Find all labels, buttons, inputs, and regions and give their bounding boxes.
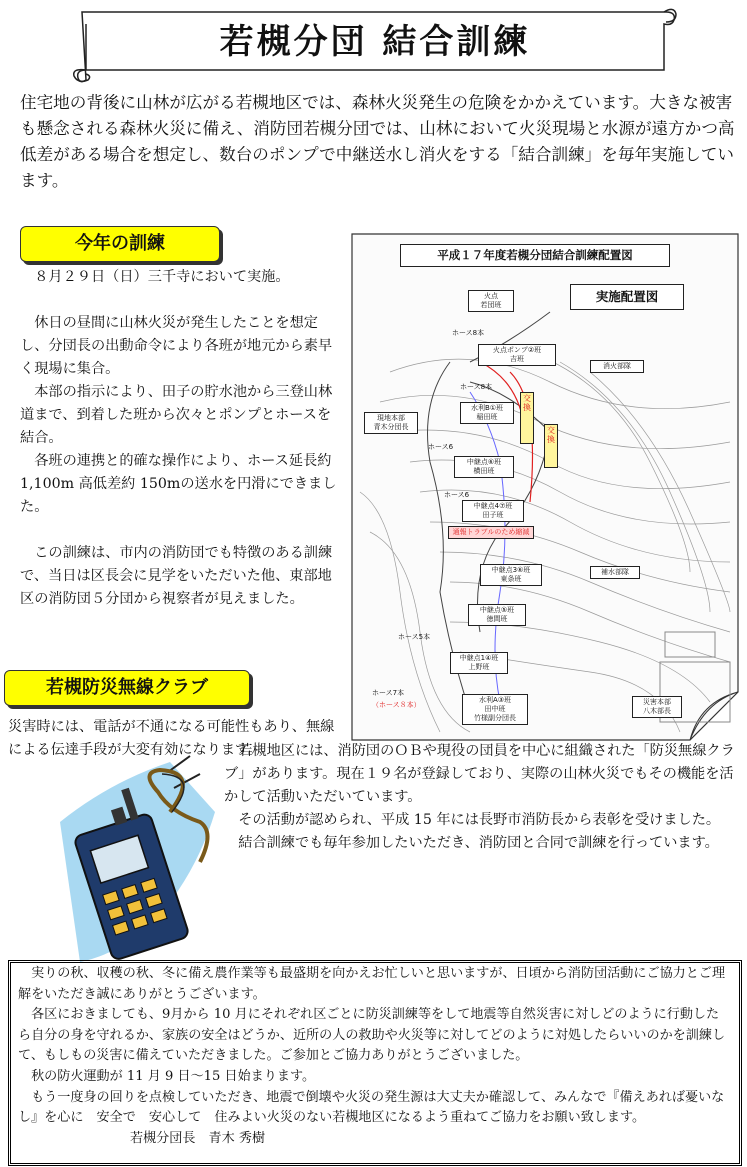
map-label-supply: 補水部隊 xyxy=(590,566,640,579)
map-title: 平成１７年度若槻分団結合訓練配置図 xyxy=(400,244,670,267)
intro-paragraph: 住宅地の背後に山林が広がる若槻地区では、森林火災発生の危険をかかえています。大きな被害も懸念される森林火災に備え、消防団若槻分団では、山林において火災現場と水源が遠方かつ高低差がある場合を想定し、数台のポンプで中継送水し消火をする「結合訓練」を毎年実施しています。 xyxy=(20,93,735,190)
map-label-hose: ホース6 xyxy=(444,491,470,499)
training-paragraph: 本部の指示により、田子の貯水池から三登山林道まで、到着した班から次々とポンプとホースを結合。 xyxy=(20,384,333,446)
deployment-map xyxy=(350,232,740,742)
message-paragraph: 秋の防火運動が 11 月 9 日〜15 日始まります。 xyxy=(31,1068,316,1084)
map-label-pump: 火点ポンプ②班 吉班 xyxy=(478,344,556,366)
club-paragraph: 結合訓練でも毎年参加したいただき、消防団と合同で訓練を行っています。 xyxy=(238,835,719,851)
map-label-relay-3-6: 中継点3⑥班 東条班 xyxy=(480,564,542,586)
club-paragraph: 若槻地区には、消防団のＯＢや現役の団員を中心に組織された「防災無線クラブ」があります。現在１９名が登録しており、実際の山林火災でもその機能を活かして活動いただいています。 xyxy=(224,743,735,805)
message-paragraph: 各区におきましても、9月から 10 月にそれぞれ区ごとに防災訓練等をして地震等自然災害に対しどのように行動したら自分の身を守れるか、家族の安全はどうか、近所の人の救助や火災等に対してどのように対処したらいいのかを訓練して、もしもの災害に備えていただきました。ご参加とご協力ありがとうございました。 xyxy=(18,1007,726,1064)
message-text xyxy=(18,964,730,1149)
map-label-hose: ホース8本 xyxy=(452,329,485,337)
map-subtitle: 実施配置図 xyxy=(570,284,684,310)
training-date: ８月２９日（日）三千寺において実施。 xyxy=(34,269,290,285)
map-label-relay-4-7: 中継点4⑦班 田子班 xyxy=(462,500,524,522)
map-label-hq: 現地本部 青木分団長 xyxy=(364,412,418,434)
map-label-exchange: 交換 xyxy=(544,424,558,468)
map-label-trouble: 通報トラブルのため縮減 xyxy=(448,526,534,539)
map-label-relay-5: 中継点⑤班 徳間班 xyxy=(468,604,526,626)
message-last-paragraph: もう一度身の回りを点検していただき、地震で倒壊や火災の発生源は大丈夫か確認して、みんなで『備えあれば憂いなし』を心に 安全で 安心して 住みよい火災のない若槻地区になるよう重ねてご協力をお願い致します。 xyxy=(18,1089,725,1126)
training-paragraph: 各班の連携と的確な操作により、ホース延長約 1,100m 高低差約 150mの送水を円滑にできました。 xyxy=(20,453,337,515)
map-label-relay-6: 中継点⑥班 横田班 xyxy=(454,456,514,478)
map-label-exchange: 交換 xyxy=(520,392,534,444)
map-label-hose: ホース6 xyxy=(428,443,454,451)
training-text xyxy=(20,266,342,611)
map-label-relay-1-4: 中継点1④班 上野班 xyxy=(450,652,508,674)
map-label-hose: ホース5本 xyxy=(398,633,431,641)
club-paragraph: その活動が認められ、平成 15 年には長野市消防長から表彰を受けました。 xyxy=(238,812,721,828)
map-label-water-b: 水利B①班 稲田班 xyxy=(460,402,514,424)
training-paragraph: この訓練は、市内の消防団でも特徴のある訓練で、当日は区長会に見学をいただいた他、東部地区の消防団５分団から視察者が見えました。 xyxy=(20,545,333,607)
club-text xyxy=(224,740,736,855)
club-lead-text: 災害時には、電話が不通になる可能性もあり、無線による伝達手段が大変有効になります。 xyxy=(8,719,335,758)
map-label-water-a: 水利A③班 田中班 竹様副分団長 xyxy=(462,694,528,725)
map-label-fire-point: 火点 若団班 xyxy=(468,290,514,312)
walkie-talkie-illustration xyxy=(50,752,225,967)
map-label-hose: ホース7本 xyxy=(372,689,405,697)
map-label-extinguish: 消火部隊 xyxy=(590,360,644,373)
map-label-hose: （ホース８本） xyxy=(372,701,421,709)
map-label-disaster-hq: 災害本部 八木部長 xyxy=(632,696,682,718)
map-label-hose: ホース8本 xyxy=(460,383,493,391)
club-heading: 若槻防災無線クラブ xyxy=(4,670,250,706)
signature: 若槻分団長 青木 秀樹 xyxy=(130,1130,266,1146)
message-paragraph xyxy=(18,1088,730,1150)
training-paragraph: 休日の昼間に山林火災が発生したことを想定し、分団長の出動命令により各班が地元から素早く現場に集合。 xyxy=(20,315,333,377)
page-title: 若槻分団 結合訓練 xyxy=(219,22,531,62)
message-paragraph: 実りの秋、収穫の秋、冬に備え農作業等も最盛期を向かえお忙しいと思いますが、日頃から消防団活動にご協力とご理解をいただき誠にありがとうございます。 xyxy=(18,966,726,1002)
training-heading: 今年の訓練 xyxy=(20,226,220,262)
